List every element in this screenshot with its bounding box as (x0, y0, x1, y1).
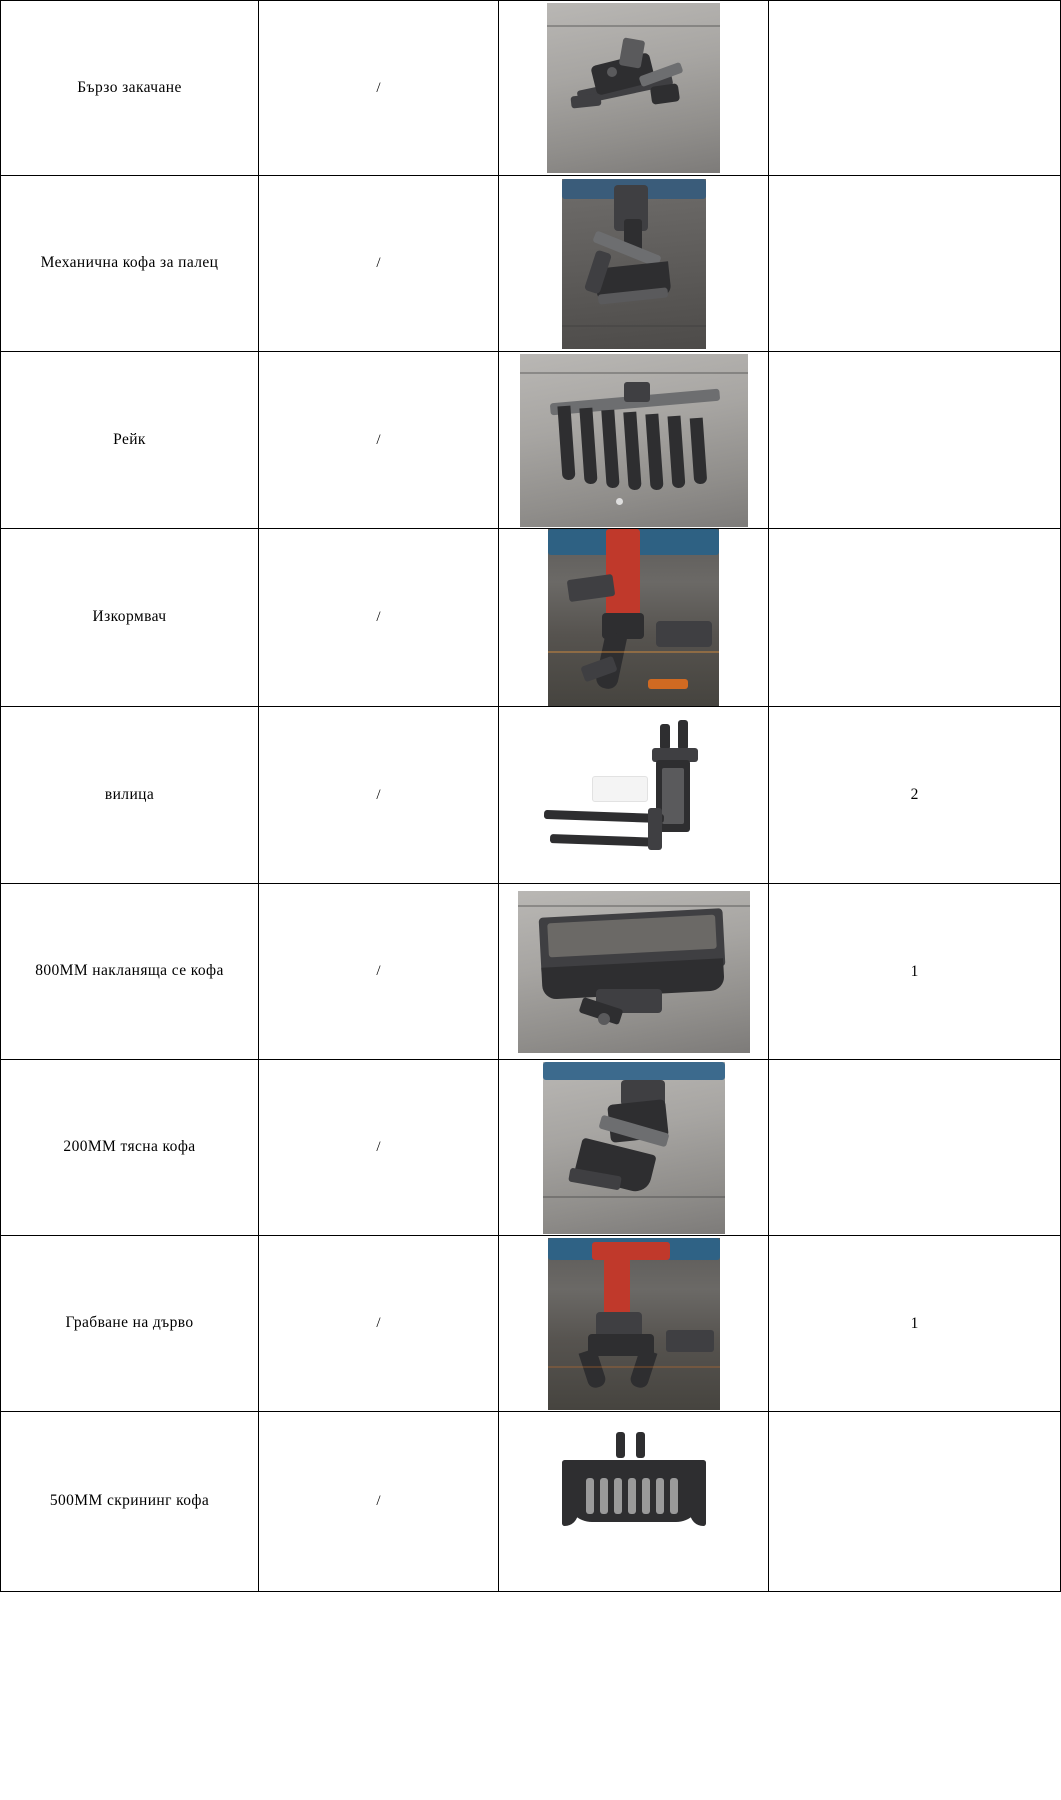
attachment-price (769, 1, 1061, 176)
table-row (1, 1, 1061, 176)
attachment-image-cell (499, 352, 769, 529)
table-row (1, 707, 1061, 884)
attachment-image-cell (499, 884, 769, 1060)
screening-bucket-photo (544, 1426, 724, 1578)
attachment-image-cell (499, 529, 769, 707)
table-row (1, 352, 1061, 529)
attachment-name: Механична кофа за палец (1, 176, 259, 352)
attachment-qty: / (259, 1412, 499, 1592)
table-row (1, 884, 1061, 1060)
table-row (1, 1236, 1061, 1412)
attachment-image-cell (499, 707, 769, 884)
attachment-price (769, 1412, 1061, 1592)
attachment-name: Рейк (1, 352, 259, 529)
mechanical-thumb-bucket-photo (562, 179, 706, 349)
attachment-qty: / (259, 1060, 499, 1236)
quick-hitch-photo (547, 3, 720, 173)
table-row (1, 176, 1061, 352)
attachment-qty: / (259, 176, 499, 352)
attachment-image-cell (499, 1236, 769, 1412)
wood-grapple-photo (548, 1238, 720, 1410)
attachment-name: вилица (1, 707, 259, 884)
attachment-price: 1 (769, 1236, 1061, 1412)
attachment-qty: / (259, 352, 499, 529)
attachment-qty: / (259, 529, 499, 707)
table-row (1, 1412, 1061, 1592)
attachment-qty: / (259, 1, 499, 176)
attachment-image-cell (499, 1412, 769, 1592)
attachment-price: 2 (769, 707, 1061, 884)
attachment-image-cell (499, 1060, 769, 1236)
attachment-price (769, 352, 1061, 529)
attachment-price: 1 (769, 884, 1061, 1060)
attachment-name: Бързо закачане (1, 1, 259, 176)
rake-photo (520, 354, 748, 527)
tilting-bucket-photo (518, 891, 750, 1053)
attachment-qty: / (259, 1236, 499, 1412)
pallet-fork-photo (520, 716, 748, 874)
attachment-name: 200MM тясна кофа (1, 1060, 259, 1236)
attachment-qty: / (259, 707, 499, 884)
attachment-name: Изкормвач (1, 529, 259, 707)
attachment-image-cell (499, 1, 769, 176)
attachment-price (769, 176, 1061, 352)
table-row (1, 529, 1061, 707)
table-row (1, 1060, 1061, 1236)
attachment-image-cell (499, 176, 769, 352)
attachment-name: 800MM накланяща се кофа (1, 884, 259, 1060)
attachment-name: Грабване на дърво (1, 1236, 259, 1412)
ripper-photo (548, 529, 719, 706)
attachment-price (769, 1060, 1061, 1236)
attachment-qty: / (259, 884, 499, 1060)
attachment-price (769, 529, 1061, 707)
narrow-bucket-photo (543, 1062, 725, 1234)
attachment-name: 500MM скрининг кофа (1, 1412, 259, 1592)
